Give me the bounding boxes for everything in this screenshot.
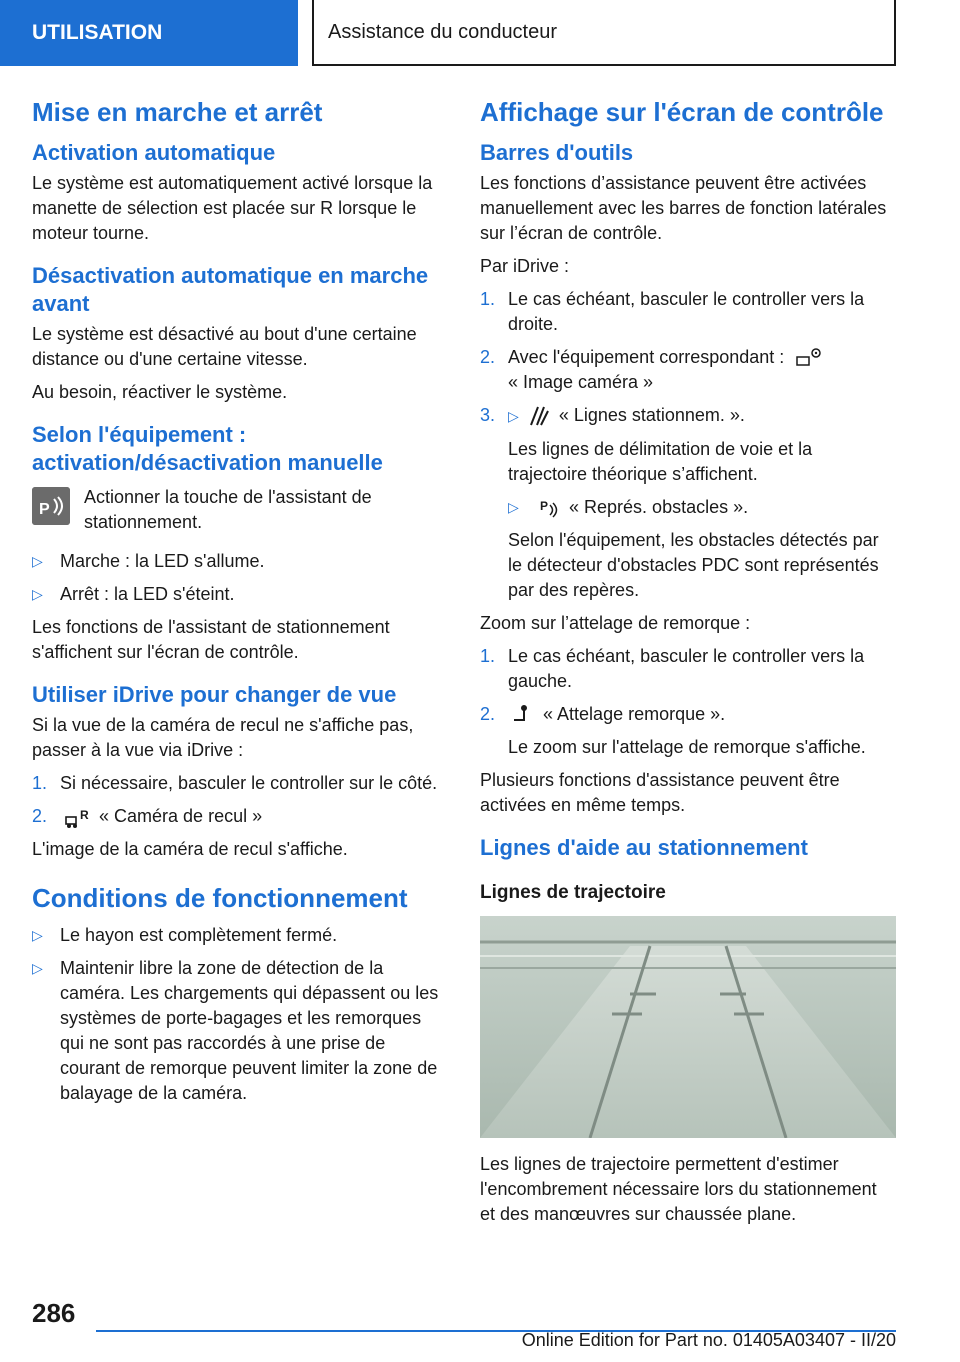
page-header [0,0,960,66]
step-item: 1. Le cas échéant, basculer le controller vers la droite. [480,288,865,334]
paragraph-toolbars: Les fonctions d’assistance peuvent être activées manuellement avec les barres de fonction latérales sur l’écran de contrôle. [480,172,887,243]
bullet-icon: ▷ [32,586,43,603]
edition-note: Online Edition for Part no. 01405A03407 - II/20 [521,1330,896,1350]
paragraph-deact-1: Le système est désactivé au bout d'une certaine distance ou d'une certaine vitesse. [32,323,417,369]
step-note: Selon l'équipement, les obstacles détectés par le détecteur d'obstacles PDC sont représentés par des repères. [508,529,879,600]
page-number: 286 [32,1298,76,1328]
heading-auto-activation: Activation automatique [32,139,276,165]
list-item: ▷ Maintenir libre la zone de détection de la caméra. Les chargements qui dépassent ou les systèmes de porte-bagages et les remorques qui ne sont pas raccordés à une prise de courant de remorque peuvent limiter la zone de balayage de la caméra. [32,957,439,1103]
section-tab: UTILISATION [0,0,298,66]
heading-idrive-view: Utiliser iDrive pour changer de vue [32,682,397,708]
heading-auto-deactivation: Désactivation automatique en marche avant [32,262,429,316]
step-note: Les lignes de délimitation de voie et la trajectoire théorique s’affichent. [508,438,813,484]
heading-toolbars: Barres d'outils [480,139,634,165]
step-item: 2. Avec l'équipement correspondant : « Image caméra » [480,345,896,395]
paragraph-par-idrive: Par iDrive : [480,255,570,276]
obstacle-marker-icon [540,497,560,519]
bullet-icon: ▷ [508,498,519,515]
bullet-icon: ▷ [32,926,43,943]
rear-camera-icon [64,807,90,829]
heading-start-stop: Mise en marche et arrêt [32,97,323,127]
left-column [32,96,448,1114]
camera-settings-icon [793,347,823,369]
paragraph-functions: Les fonctions de l'assistant de stationnement s'affichent sur l'écran de contrôle. [32,617,390,663]
paragraph-multi: Plusieurs fonctions d'assistance peuvent être activées en même temps. [480,769,840,815]
list-item: ▷ Le hayon est complètement fermé. [32,923,448,948]
step-item: 2. R « Caméra de recul » [32,804,448,829]
paragraph-idrive: Si la vue de la caméra de recul ne s'affiche pas, passer à la vue via iDrive : [32,715,414,761]
step-item: 1. Si nécessaire, basculer le controller sur le côté. [32,773,438,794]
bullet-icon: ▷ [32,553,43,570]
bullet-icon: ▷ [508,407,519,424]
paragraph-auto: Le système est automatiquement activé lorsque la manette de sélection est placée sur R lorsque le moteur tourne. [32,172,433,243]
paragraph-trajectory: Les lignes de trajectoire permettent d'estimer l'encombrement nécessaire lors du stationnement et des manœuvres sur chaussée plane. [480,1153,877,1224]
trajectory-lines-image [480,916,896,1138]
park-assist-button-icon [32,487,70,525]
step-item: 3. ▷ « Lignes stationnem. ». [480,403,896,429]
bullet-icon: ▷ [32,959,43,976]
step-item: 2. « Attelage remorque ». [480,702,896,727]
heading-parking-lines: Lignes d'aide au stationnement [480,834,808,860]
list-item: ▷ Arrêt : la LED s'éteint. [32,582,448,607]
step-item: 1. Le cas échéant, basculer le controller vers la gauche. [480,645,865,691]
heading-manual: Selon l'équipement : activation/désactivation manuelle [32,421,383,476]
chapter-title: Assistance du conducteur [312,0,896,66]
paragraph-zoom: Zoom sur l’attelage de remorque : [480,612,751,633]
heading-display: Affichage sur l'écran de contrôle [480,97,884,127]
right-column [480,96,896,1235]
sub-step-item: ▷ P « Représ. obstacles ». [508,495,896,520]
button-instruction-text: Actionner la touche de l'assistant de stationnement. [84,487,372,533]
svg-text:R: R [80,807,89,822]
list-item: ▷ Marche : la LED s'allume. [32,549,448,574]
heading-conditions: Conditions de fonctionnement [32,883,408,914]
parking-lines-icon [528,405,550,427]
step-note: Le zoom sur l'attelage de remorque s'affiche. [508,736,866,757]
button-instruction [32,485,448,535]
svg-text:P: P [540,498,549,513]
svg-text:P: P [39,501,50,519]
paragraph-image: L'image de la caméra de recul s'affiche. [32,839,348,860]
heading-trajectory: Lignes de trajectoire [480,881,666,903]
trailer-hitch-icon [512,704,534,726]
paragraph-deact-2: Au besoin, réactiver le système. [32,381,288,402]
